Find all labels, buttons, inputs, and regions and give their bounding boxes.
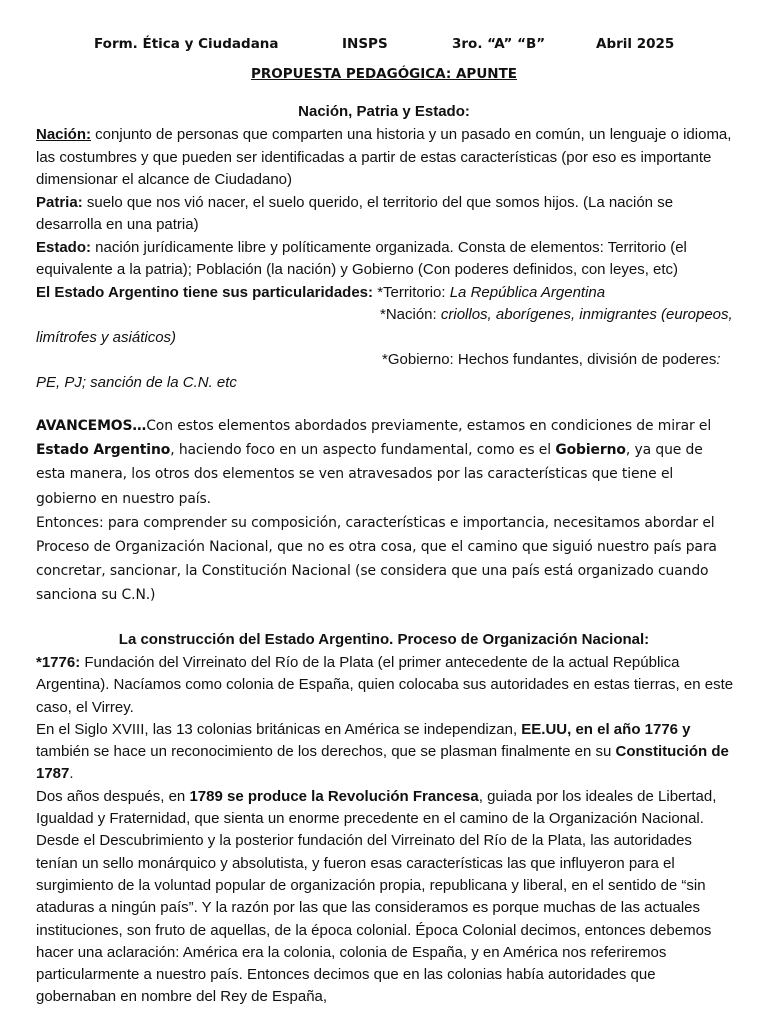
gobierno-element-line: *Gobierno: Hechos fundantes, división de poderes: (382, 351, 721, 368)
header-school: INSPS (342, 36, 388, 52)
year-1776-paragraph: *1776: Fundación del Virreinato del Río de la Plata (el primer antecedente de la actual República Argentina). Nacíamos como colonia de España, quien colocaba sus autoridades en estas tierras, en este caso, el Virrey. (36, 654, 734, 716)
nacion-element-line-2: limítrofes y asiáticos) (36, 328, 177, 346)
history-block (36, 652, 736, 1009)
argentine-state-line: El Estado Argentino tiene sus particularidades: *Territorio: La República Argentina (36, 283, 606, 301)
avancemos-block (36, 414, 736, 608)
section-title-construccion-estado: La construcción del Estado Argentino. Proceso de Organización Nacional: (118, 631, 650, 648)
proposal-title: PROPUESTA PEDAGÓGICA: APUNTE (250, 66, 518, 82)
estado-definition: Estado: nación jurídicamente libre y políticamente organizada. Consta de elementos: Territorio (el equivalente a la patria); Población (la nación) y Gobierno (Con poderes definidos, con leyes, etc) (36, 238, 687, 278)
descubrimiento-paragraph: Desde el Descubrimiento y la posterior fundación del Virreinato del Río de la Plata, las autoridades tenían un sello monárquico y absolutista, y fueron esas características las que influyeron para el surgimiento de la voluntad popular de organización propia, republicana y liberal, en el sentido de “sin ataduras a ningún país”. Y la razón por las que las consideramos es porque muchas de las actuales instituciones, son fruto de aquellas, de la época colonial. Época Colonial decimos, entonces debemos hacer una aclaración: América era la colonia, colonia de España, y en América nos referiremos particularmente a nuestro país. Entonces decimos que en las colonias había autoridades que gobernaban en nombre del Rey de España, (36, 832, 712, 1006)
header-date: Abril 2025 (596, 36, 675, 52)
avancemos-paragraph: AVANCEMOS…Con estos elementos abordados previamente, estamos en condiciones de mirar el Estado Argentino, haciendo foco en un aspecto fundamental, como es el Gobierno, ya que de esta manera, los otros dos elementos se ven atravesados por las características que tiene el gobierno en nuestro país. (36, 418, 712, 507)
nacion-definition: Nación: conjunto de personas que comparten una historia y un pasado en común, un lenguaje o idioma, las costumbres y que pueden ser identificadas a partir de estas características (por eso es importante dimensionar el alcance de Ciudadano) (36, 126, 732, 188)
header-course: 3ro. “A” “B” (452, 36, 546, 52)
siglo-xviii-paragraph: En el Siglo XVIII, las 13 colonias británicas en América se independizan, EE.UU, en el año 1776 y también se hace un reconocimiento de los derechos, que se plasman finalmente en su Constitución de 1787. (36, 720, 729, 783)
revolucion-francesa-paragraph: Dos años después, en 1789 se produce la Revolución Francesa, guiada por los ideales de Libertad, Igualdad y Fraternidad, que sienta un enorme precedente en el camino de la Organización Nacional. (36, 787, 717, 828)
document-header (0, 36, 768, 56)
definitions-block (36, 124, 736, 394)
patria-definition: Patria: suelo que nos vió nacer, el suelo querido, el territorio del que somos hijos. (La nación se desarrolla en una patria) (36, 193, 674, 233)
header-subject: Form. Ética y Ciudadana (94, 36, 279, 52)
organizacion-paragraph: Entonces: para comprender su composición, características e importancia, necesitamos abordar el Proceso de Organización Nacional, que no es otra cosa, que el camino que siguió nuestro país para concretar, sancionar, la Constitución Nacional (se considera que una país está organizado cuando sanciona su C.N.) (36, 514, 717, 604)
section-title-nacion-patria-estado: Nación, Patria y Estado: (298, 103, 470, 120)
nacion-element-line: *Nación: criollos, aborígenes, inmigrantes (europeos, (380, 306, 733, 323)
gobierno-element-line-2: PE, PJ; sanción de la C.N. etc (36, 373, 237, 391)
